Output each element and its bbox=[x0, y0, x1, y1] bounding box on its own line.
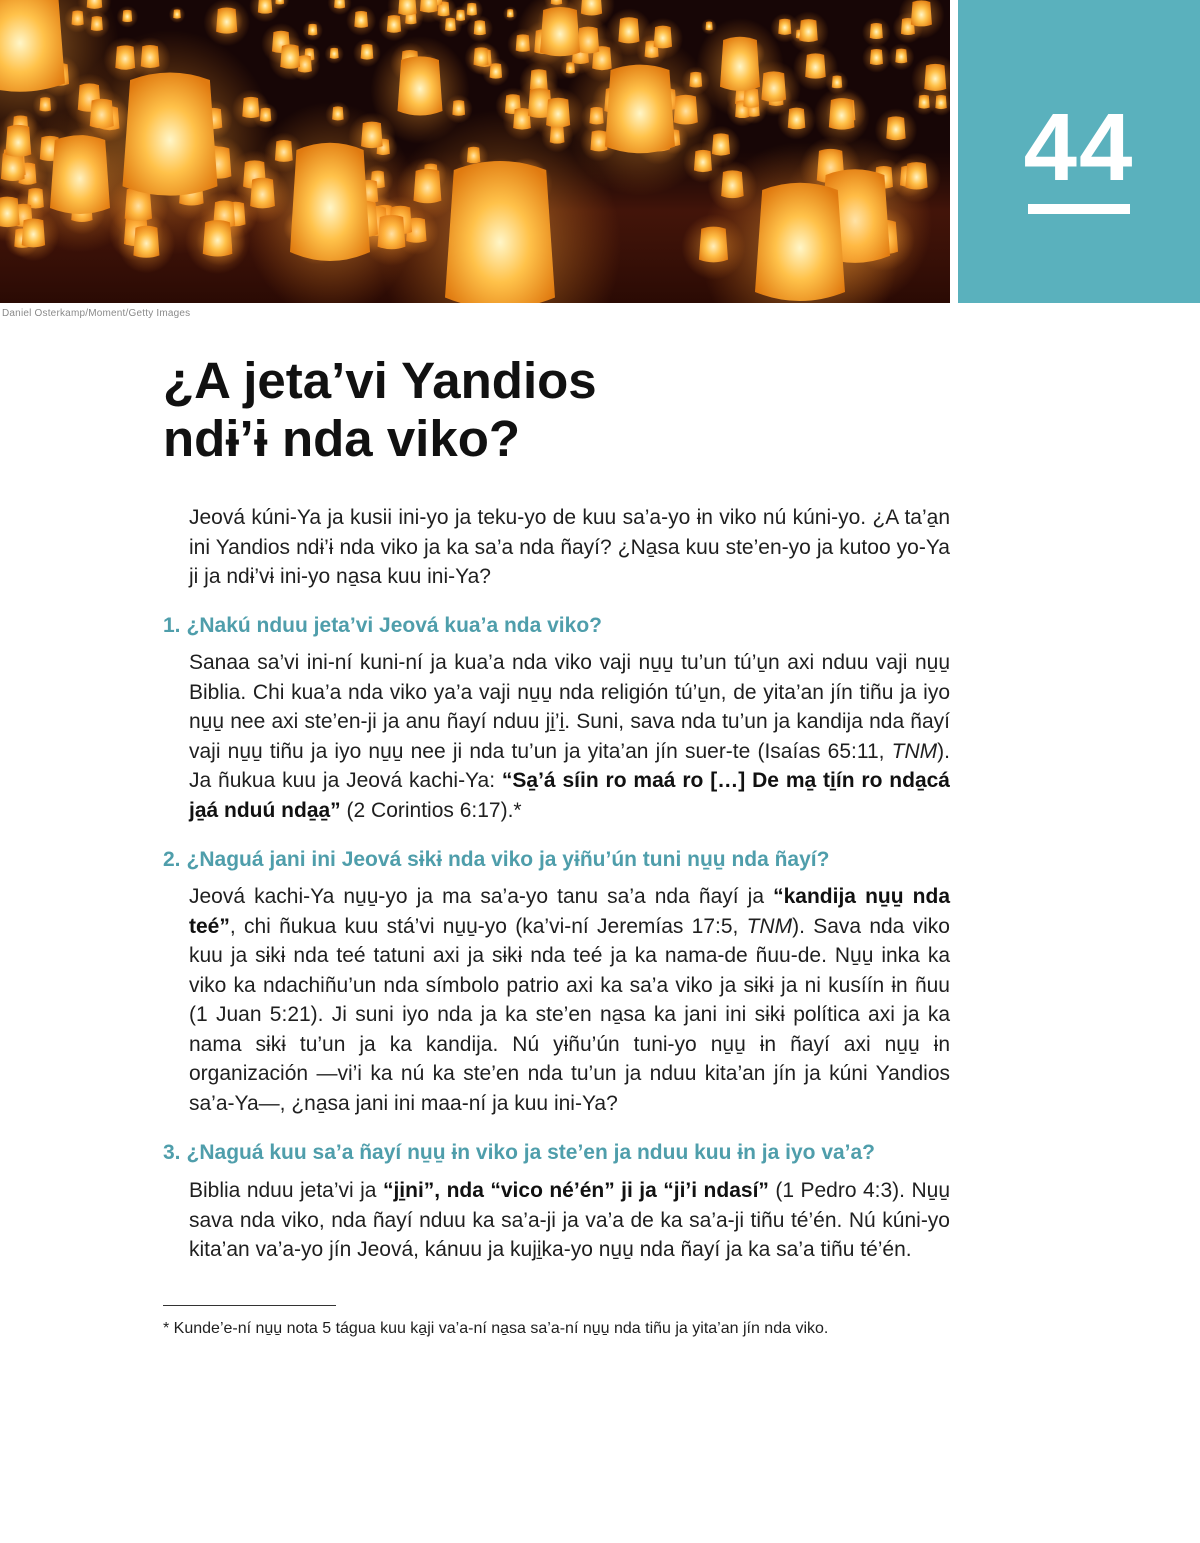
lantern bbox=[870, 49, 883, 65]
question-1-text: ¿Nakú nduu jeta’vi Jeová kua’a nda viko? bbox=[186, 614, 602, 637]
lantern bbox=[280, 44, 300, 68]
lantern bbox=[474, 47, 489, 66]
section-2-abbrev: TNM bbox=[746, 914, 793, 938]
question-2-heading bbox=[163, 846, 953, 874]
lantern bbox=[398, 0, 416, 15]
section-1-abbrev: TNM bbox=[891, 739, 938, 763]
header-photo bbox=[0, 0, 950, 303]
lesson-number: 44 bbox=[1023, 94, 1135, 201]
question-2-number: 2. bbox=[163, 848, 181, 871]
lantern bbox=[829, 98, 855, 130]
lanterns-group bbox=[0, 0, 950, 303]
lantern bbox=[0, 197, 20, 227]
lantern bbox=[605, 65, 675, 154]
lantern bbox=[216, 8, 237, 34]
section-3-quote: “ji̱ni”, nda “vico né’én” ji ja “ji’i ndasí” bbox=[382, 1179, 769, 1202]
section-2-quote: “kandija nu̱u̱ nda teé” bbox=[189, 885, 950, 938]
photo-credit: Daniel Osterkamp/Moment/Getty Images bbox=[2, 308, 191, 319]
lantern bbox=[398, 56, 443, 115]
lantern bbox=[258, 0, 272, 14]
question-1-heading bbox=[163, 612, 953, 640]
section-2-paragraph bbox=[189, 882, 950, 1118]
lantern bbox=[911, 0, 932, 26]
lantern-illustration bbox=[0, 0, 950, 303]
question-2-text: ¿Naguá jani ini Jeová sɨkɨ nda viko ja yɨñu’ún tuni nu̱u̱ nda ñayí? bbox=[186, 848, 830, 871]
section-3-text-a: Biblia nduu jeta’vi ja bbox=[189, 1179, 383, 1202]
footnote: * Kunde’e-ní nu̱u̱ nota 5 tágua kuu ka̱ji va’a-ní na̱sa sa’a-ní nu̱u̱ nda tiñu ja yita’an jín nda viko. bbox=[163, 1320, 829, 1337]
lantern bbox=[540, 7, 580, 56]
lantern bbox=[706, 22, 713, 31]
question-3-number: 3. bbox=[163, 1141, 181, 1164]
lantern bbox=[870, 23, 883, 39]
section-1-text-b: ). Ja ñukua kuu ja Jeová kachi-Ya: bbox=[189, 739, 950, 792]
section-1-text-a: Sanaa sa’vi ini-ní kuni-ní ja kua’a nda viko vaji nu̱u̱ tu’un tú’u̱n axi nduu vaji nu̱u̱ Biblia. Chi kua’a nda viko ya’a vaji nu̱u̱ nda religión tú’u̱n, de yita’an jín tiñu ja iyo nu̱u̱ nee axi ste’en-ji ja anu ñayí nduu ji̱’i̱. Suni, sava nda tu’un ja kandija nda ñayí vaji nu̱u̱ tiñu ja iyo nu̱u̱ nee ji nda tu’un ja yita’an jín suer-te (Isaías 65:11, bbox=[189, 651, 950, 763]
section-3-paragraph bbox=[189, 1176, 950, 1265]
lantern bbox=[788, 108, 806, 130]
page-title-line-1: ¿A jeta’vi Yandios bbox=[163, 352, 597, 409]
lesson-number-box bbox=[958, 0, 1200, 303]
lantern bbox=[507, 9, 514, 17]
lantern bbox=[334, 0, 345, 9]
lantern bbox=[0, 0, 65, 92]
lantern bbox=[308, 24, 317, 36]
lantern bbox=[720, 37, 760, 91]
intro-paragraph: Jeová kúni-Ya ja kusii ini-yo ja teku-yo de kuu sa’a-yo ɨn viko nú kúni-yo. ¿A ta’a̱n ini Yandios ndɨ’ɨ nda viko ja ka sa’a nda ñayí? ¿Na̱sa kuu ste’en-yo ja kutoo yo-Ya ji ja ndɨ’vɨ ini-yo na̱sa kuu ini-Ya? bbox=[189, 506, 950, 588]
lantern bbox=[354, 11, 368, 28]
lantern bbox=[361, 44, 374, 60]
lantern bbox=[330, 48, 339, 59]
section-1-paragraph bbox=[189, 648, 950, 825]
lantern bbox=[173, 9, 181, 18]
lantern bbox=[886, 116, 905, 140]
section-1-text-c: (2 Corintios 6:17).* bbox=[340, 798, 522, 822]
section-2-text-c: ). Sava nda viko kuu ja sɨkɨ nda teé tatuni axi ja sɨkɨ nda teé ja ka nama-de ñuu-de. Nu̱u̱ inka ka viko ka ndachiñu’un nda símbolo patrio axi ka sa’a viko ja sɨkɨ ja ni kusíín ɨn ñuu (1 Juan 5:21). Ji suni iyo nda ja ka ste’en na̱sa ka jani ini sɨkɨ política axi ja ka nama sɨkɨ tu’un ja ka kandija. Nú yɨñu’ún tuni-yo nu̱u̱ ɨn ñayí axi nu̱u̱ ɨn organización —vi’i ka nú ka ste’en nda tu’un ja nduu kita’an jín ja kúni Yandios sa’a-Ya—, ¿na̱sa jani ini maa-ní ja kuu ini-Ya? bbox=[189, 914, 950, 1115]
lantern bbox=[474, 20, 486, 35]
question-3-text: ¿Naguá kuu sa’a ñayí nu̱u̱ ɨn viko ja ste’en ja nduu kuu ɨn ja iyo va’a? bbox=[186, 1141, 876, 1164]
lantern bbox=[122, 10, 132, 22]
lantern bbox=[799, 19, 818, 42]
lesson-number-underline bbox=[1028, 204, 1130, 214]
section-2-text-b: , chi ñukua kuu stá’vi nu̱u̱-yo (ka’vi-ní Jeremías 17:5, bbox=[229, 914, 747, 938]
page-title-line-2: ndɨ’ɨ nda viko? bbox=[163, 410, 521, 467]
lantern bbox=[895, 49, 907, 64]
section-1-quote: “Sa̱’á síin ro maá ro […] De ma̱ ti̱ín ro nda̱cá ja̱á nduú nda̱a̱” bbox=[189, 769, 950, 822]
question-3-heading bbox=[163, 1139, 953, 1167]
section-2-text-a: Jeová kachi-Ya nu̱u̱-yo ja ma sa’a-yo tanu sa’a nda ñayí ja bbox=[189, 885, 774, 908]
lantern bbox=[123, 73, 218, 196]
question-1-number: 1. bbox=[163, 614, 181, 637]
lantern bbox=[445, 161, 555, 303]
lantern bbox=[712, 133, 730, 155]
lantern bbox=[755, 183, 845, 301]
page-title bbox=[163, 352, 923, 468]
footnote-divider bbox=[163, 1305, 336, 1306]
lantern bbox=[805, 53, 826, 78]
section-3-text-b: (1 Pedro 4:3). Nu̱u̱ sava nda viko, nda ñayí nduu ka sa’a-ji ja va’a de ka sa’a-ji tiñu té’én. Nú kúni-yo kita’an va’a-yo jín Jeová, kánuu ja kuji̱ka-yo nu̱u̱ nda ñayí ja ka sa’a tiñu té’én. bbox=[189, 1179, 950, 1261]
lantern bbox=[924, 64, 946, 91]
lantern bbox=[467, 3, 477, 16]
lantern bbox=[290, 143, 370, 261]
